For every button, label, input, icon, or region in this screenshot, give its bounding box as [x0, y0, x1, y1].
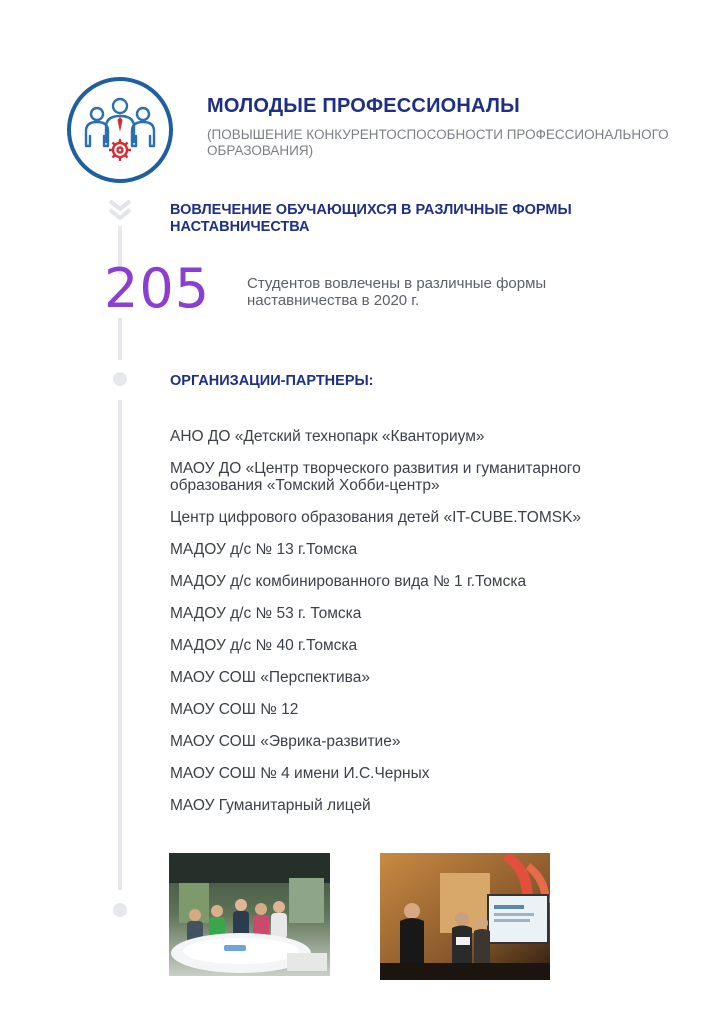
- involvement-heading: ВОВЛЕЧЕНИЕ ОБУЧАЮЩИХСЯ В РАЗЛИЧНЫЕ ФОРМЫ НАСТАВНИЧЕСТВА: [170, 202, 572, 235]
- timeline-dot: [113, 372, 127, 386]
- page-subtitle: (ПОВЫШЕНИЕ КОНКУРЕНТОСПОСОБНОСТИ ПРОФЕССИОНАЛЬНОГО ОБРАЗОВАНИЯ): [207, 127, 669, 158]
- partner-item: МАДОУ д/с комбинированного вида № 1 г.Томска: [170, 573, 527, 590]
- page-title: МОЛОДЫЕ ПРОФЕССИОНАЛЫ: [207, 95, 520, 117]
- chevron-down-icon: [106, 198, 134, 222]
- partner-item: МАОУ СОШ № 4 имени И.С.Черных: [170, 765, 430, 782]
- partner-item: МАОУ ДО «Центр творческого развития и гуманитарного образования «Томский Хобби-центр»: [170, 460, 581, 494]
- team-people-icon: [66, 76, 174, 184]
- students-count: 205: [104, 257, 211, 320]
- partner-item: МАДОУ д/с № 40 г.Томска: [170, 637, 358, 654]
- partner-item: МАОУ СОШ «Эврика-развитие»: [170, 733, 401, 750]
- partner-item: МАОУ СОШ № 12: [170, 701, 299, 718]
- timeline-line: [118, 318, 122, 360]
- timeline-dot: [113, 903, 127, 917]
- partner-item: МАДОУ д/с № 13 г.Томска: [170, 541, 358, 558]
- partners-list: [170, 428, 650, 829]
- students-count-description: Студентов вовлечены в различные формы наставничества в 2020 г.: [247, 275, 547, 309]
- event-photo: [169, 853, 330, 976]
- partner-item: АНО ДО «Детский технопарк «Кванториум»: [170, 428, 485, 445]
- partner-item: МАОУ СОШ «Перспектива»: [170, 669, 370, 686]
- timeline-line: [118, 400, 122, 890]
- partner-item: МАДОУ д/с № 53 г. Томска: [170, 605, 362, 622]
- partner-item: МАОУ Гуманитарный лицей: [170, 797, 371, 814]
- partners-heading: ОРГАНИЗАЦИИ-ПАРТНЕРЫ:: [170, 373, 374, 389]
- partner-item: Центр цифрового образования детей «IT-CUBE.TOMSK»: [170, 509, 582, 526]
- event-photo: [380, 853, 550, 980]
